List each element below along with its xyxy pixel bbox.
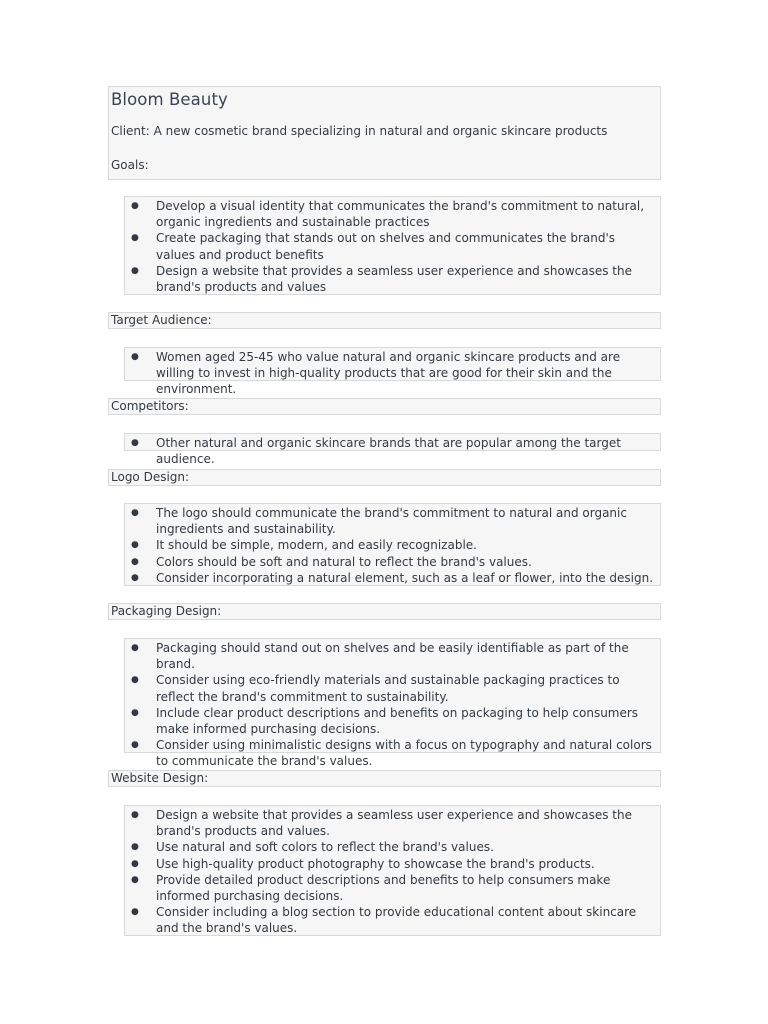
- brief-header: [108, 86, 661, 180]
- list-item: ● Include clear product descriptions and benefits on packaging to help consumers make informed purchasing decisions.: [131, 705, 639, 737]
- logo-design-list: [124, 503, 661, 586]
- list-item: ● Consider including a blog section to provide educational content about skincare and the brand's values.: [131, 905, 637, 936]
- list-item: ● Women aged 25-45 who value natural and organic skincare products and are willing to invest in high-quality products that are good for their skin and the environment.: [131, 350, 621, 397]
- section-label-website-design: Website Design:: [108, 770, 661, 787]
- bullet-icon: ●: [131, 556, 139, 567]
- list-item: ● Consider using minimalistic designs with a focus on typography and natural colors to communicate the brand's values.: [131, 738, 652, 769]
- list-item: ● Create packaging that stands out on shelves and communicates the brand's values and product benefits: [131, 231, 616, 262]
- list-item: ● Consider using eco-friendly materials and sustainable packaging practices to reflect the brand's commitment to sustainability.: [131, 673, 620, 704]
- bullet-icon: ●: [131, 233, 139, 244]
- bullet-icon: ●: [131, 540, 139, 551]
- list-item: ● Other natural and organic skincare brands that are popular among the target audience.: [131, 436, 621, 467]
- bullet-icon: ●: [131, 707, 139, 718]
- bullet-icon: ●: [131, 352, 139, 362]
- list-item: ● Consider incorporating a natural element, such as a leaf or flower, into the design.: [131, 570, 654, 585]
- bullet-icon: ●: [131, 874, 139, 885]
- client-description: Client: A new cosmetic brand specializing in natural and organic skincare products: [111, 124, 608, 138]
- website-design-list: [124, 805, 661, 936]
- section-label-packaging-design: Packaging Design:: [108, 603, 661, 620]
- target-audience-list: [124, 347, 661, 397]
- bullet-icon: ●: [131, 740, 139, 751]
- goals-list: [124, 196, 661, 295]
- list-item: ● Design a website that provides a seamless user experience and showcases the brand's products and values: [131, 263, 632, 295]
- list-item: ● Provide detailed product descriptions and benefits to help consumers make informed purchasing decisions.: [131, 872, 611, 904]
- page-title: Bloom Beauty: [111, 90, 228, 109]
- bullet-icon: ●: [131, 858, 139, 869]
- section-label-logo-design: Logo Design:: [108, 469, 661, 486]
- list-item: ● Design a website that provides a seamless user experience and showcases the brand's products and values.: [131, 808, 632, 839]
- list-item: ● Use high-quality product photography to showcase the brand's products.: [131, 856, 595, 871]
- list-item: ● Develop a visual identity that communicates the brand's commitment to natural, organic ingredients and sustainable practices: [131, 199, 645, 230]
- list-item: ● Colors should be soft and natural to reflect the brand's values.: [131, 554, 532, 569]
- list-item: ● Packaging should stand out on shelves and be easily identifiable as part of the brand.: [131, 641, 629, 672]
- bullet-icon: ●: [131, 810, 139, 820]
- section-label-target-audience: Target Audience:: [108, 312, 661, 329]
- bullet-icon: ●: [131, 842, 139, 853]
- competitors-list: [124, 433, 661, 467]
- bullet-icon: ●: [131, 201, 139, 211]
- bullet-icon: ●: [131, 675, 139, 686]
- goals-label: Goals:: [111, 158, 149, 172]
- list-item: ● Use natural and soft colors to reflect the brand's values.: [131, 840, 494, 855]
- list-item: ● The logo should communicate the brand's commitment to natural and organic ingredients and sustainability.: [131, 506, 627, 537]
- bullet-icon: ●: [131, 643, 139, 653]
- bullet-icon: ●: [131, 438, 139, 448]
- list-item: ● It should be simple, modern, and easily recognizable.: [131, 538, 477, 553]
- section-label-competitors: Competitors:: [108, 398, 661, 415]
- bullet-icon: ●: [131, 572, 139, 583]
- packaging-design-list: [124, 638, 661, 769]
- bullet-icon: ●: [131, 907, 139, 918]
- bullet-icon: ●: [131, 265, 139, 276]
- bullet-icon: ●: [131, 508, 139, 518]
